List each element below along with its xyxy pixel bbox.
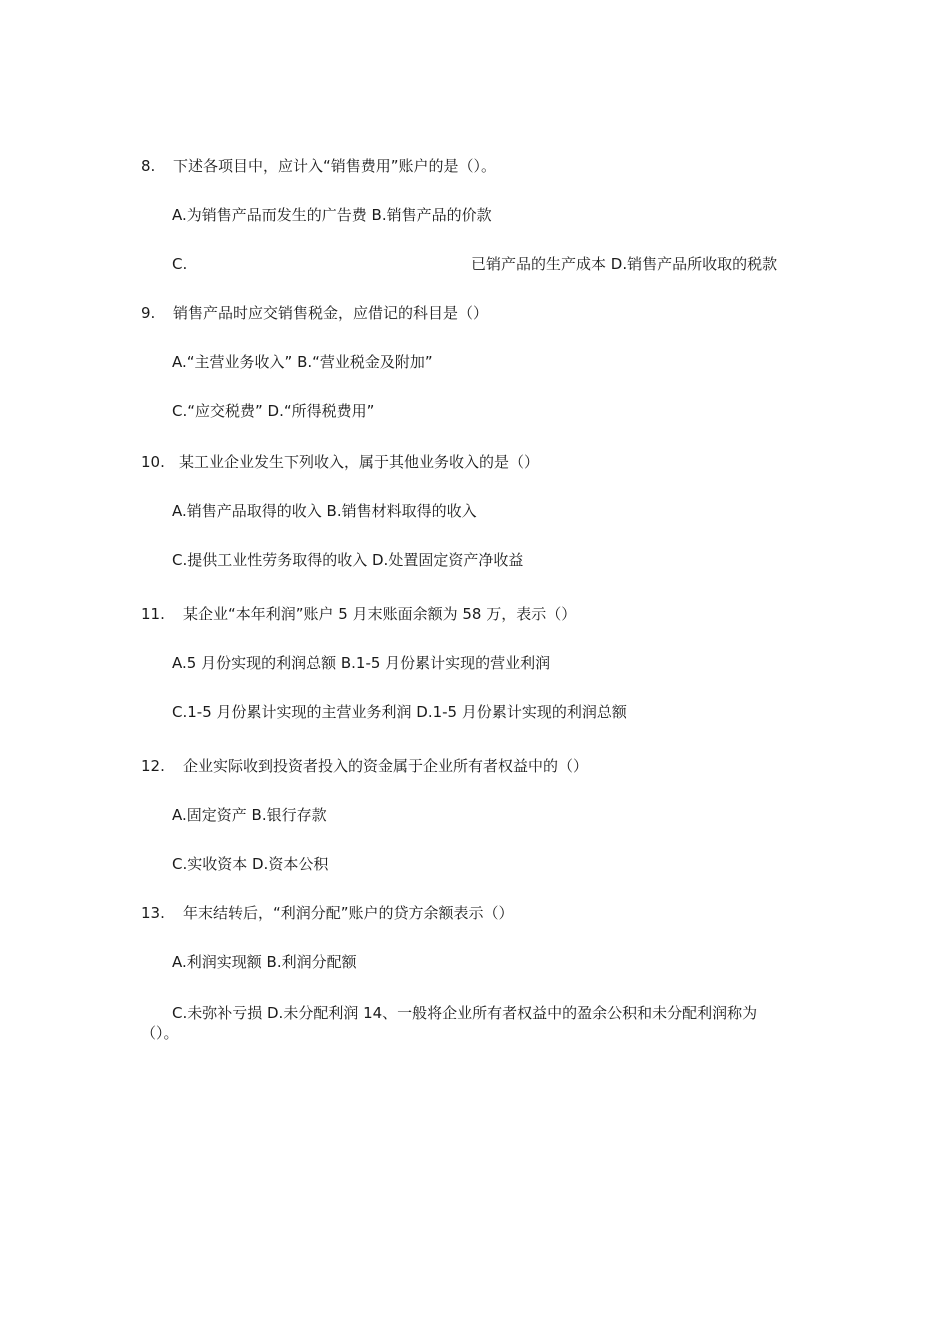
question-12-options-cd: C.实收资本 D.资本公积 [172, 855, 329, 873]
question-number: 10. [141, 453, 165, 471]
question-9 [141, 303, 488, 323]
question-text: 某企业“本年利润”账户 5 月末账面余额为 58 万，表示（） [183, 605, 577, 623]
question-10-options-cd: C.提供工业性劳务取得的收入 D.处置固定资产净收益 [172, 551, 524, 569]
question-text: 某工业企业发生下列收入，属于其他业务收入的是（） [179, 453, 540, 471]
question-12-options-ab: A.固定资产 B.银行存款 [172, 806, 327, 824]
question-12 [141, 756, 588, 776]
question-number: 9. [141, 304, 156, 322]
question-10-options-ab: A.销售产品取得的收入 B.销售材料取得的收入 [172, 502, 477, 520]
question-10 [141, 452, 539, 472]
question-8-options-cd: 已销产品的生产成本 D.销售产品所收取的税款 [471, 255, 778, 273]
question-number: 8. [141, 157, 156, 175]
question-8-options-ab: A.为销售产品而发生的广告费 B.销售产品的价款 [172, 206, 492, 224]
question-9-options-ab: A.“主营业务收入” B.“营业税金及附加” [172, 353, 433, 371]
question-number: 11. [141, 605, 165, 623]
question-text: 年末结转后，“利润分配”账户的贷方余额表示（） [183, 904, 514, 922]
question-13-options-cd: C.未弥补亏损 D.未分配利润 14、一般将企业所有者权益中的盈余公积和未分配利润称为 [172, 1004, 758, 1022]
question-text: 下述各项目中，应计入“销售费用”账户的是（）。 [173, 157, 497, 175]
question-8 [141, 156, 496, 176]
question-number: 13. [141, 904, 165, 922]
question-8-option-c-label: C. [172, 255, 188, 273]
question-text: 企业实际收到投资者投入的资金属于企业所有者权益中的（） [183, 757, 589, 775]
question-9-options-cd: C.“应交税费” D.“所得税费用” [172, 402, 375, 420]
question-number: 12. [141, 757, 165, 775]
question-11 [141, 604, 576, 624]
question-14-continuation: （）。 [141, 1024, 179, 1042]
question-13 [141, 903, 514, 923]
question-13-options-ab: A.利润实现额 B.利润分配额 [172, 953, 357, 971]
question-11-options-cd: C.1-5 月份累计实现的主营业务利润 D.1-5 月份累计实现的利润总额 [172, 703, 627, 721]
question-11-options-ab: A.5 月份实现的利润总额 B.1-5 月份累计实现的营业利润 [172, 654, 551, 672]
question-text: 销售产品时应交销售税金，应借记的科目是（） [173, 304, 489, 322]
